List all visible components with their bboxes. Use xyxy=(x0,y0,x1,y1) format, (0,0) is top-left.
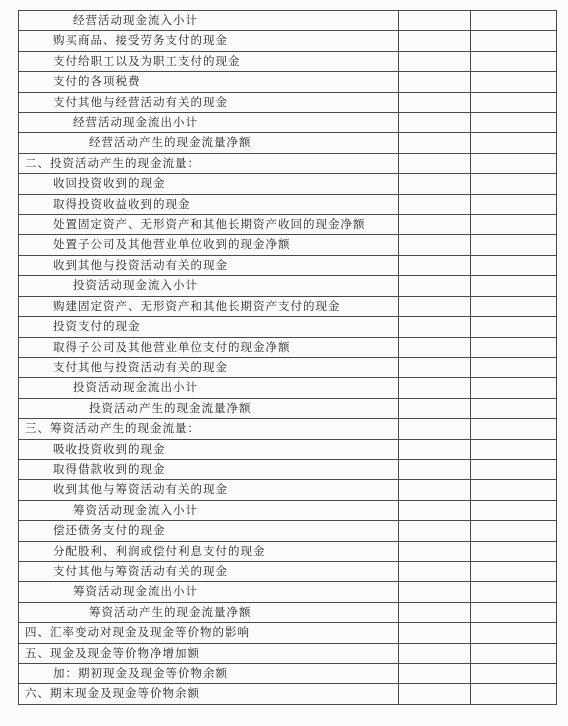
amount-cell-prior xyxy=(471,215,557,235)
table-row xyxy=(19,92,557,112)
amount-cell-current xyxy=(399,215,471,235)
table-row xyxy=(19,459,557,479)
amount-cell-current xyxy=(399,31,471,51)
cash-flow-table xyxy=(18,10,557,705)
row-label: 投资支付的现金 xyxy=(19,317,399,337)
row-label: 处置固定资产、无形资产和其他长期资产收回的现金净额 xyxy=(19,215,399,235)
amount-cell-prior xyxy=(471,337,557,357)
row-label: 加：期初现金及现金等价物余额 xyxy=(19,664,399,684)
amount-cell-current xyxy=(399,11,471,31)
row-label: 支付的各项税费 xyxy=(19,72,399,92)
amount-cell-prior xyxy=(471,541,557,561)
table-row xyxy=(19,684,557,704)
amount-cell-current xyxy=(399,153,471,173)
amount-cell-prior xyxy=(471,317,557,337)
amount-cell-prior xyxy=(471,500,557,520)
amount-cell-prior xyxy=(471,664,557,684)
row-label: 筹资活动产生的现金流量净额 xyxy=(19,602,399,622)
amount-cell-current xyxy=(399,255,471,275)
amount-cell-current xyxy=(399,480,471,500)
row-label: 投资活动现金流出小计 xyxy=(19,378,399,398)
table-row xyxy=(19,174,557,194)
row-label: 分配股利、利润或偿付利息支付的现金 xyxy=(19,541,399,561)
table-row xyxy=(19,357,557,377)
row-label: 吸收投资收到的现金 xyxy=(19,439,399,459)
amount-cell-current xyxy=(399,317,471,337)
table-row xyxy=(19,480,557,500)
table-row xyxy=(19,255,557,275)
table-row xyxy=(19,664,557,684)
row-label: 购买商品、接受劳务支付的现金 xyxy=(19,31,399,51)
row-label: 经营活动产生的现金流量净额 xyxy=(19,133,399,153)
amount-cell-current xyxy=(399,582,471,602)
row-label: 支付其他与筹资活动有关的现金 xyxy=(19,561,399,581)
amount-cell-current xyxy=(399,419,471,439)
amount-cell-prior xyxy=(471,235,557,255)
table-row xyxy=(19,582,557,602)
table-row xyxy=(19,235,557,255)
table-row xyxy=(19,153,557,173)
table-row xyxy=(19,215,557,235)
amount-cell-current xyxy=(399,337,471,357)
amount-cell-prior xyxy=(471,92,557,112)
row-label: 取得子公司及其他营业单位支付的现金净额 xyxy=(19,337,399,357)
amount-cell-current xyxy=(399,643,471,663)
amount-cell-prior xyxy=(471,255,557,275)
row-label: 偿还债务支付的现金 xyxy=(19,521,399,541)
amount-cell-current xyxy=(399,623,471,643)
amount-cell-prior xyxy=(471,194,557,214)
amount-cell-current xyxy=(399,296,471,316)
table-row xyxy=(19,113,557,133)
amount-cell-current xyxy=(399,664,471,684)
row-label: 经营活动现金流入小计 xyxy=(19,11,399,31)
table-row xyxy=(19,337,557,357)
amount-cell-current xyxy=(399,133,471,153)
row-label: 三、筹资活动产生的现金流量： xyxy=(19,419,399,439)
table-row xyxy=(19,541,557,561)
table-row xyxy=(19,194,557,214)
row-label: 处置子公司及其他营业单位收到的现金净额 xyxy=(19,235,399,255)
amount-cell-prior xyxy=(471,602,557,622)
amount-cell-current xyxy=(399,684,471,704)
row-label: 二、投资活动产生的现金流量： xyxy=(19,153,399,173)
row-label: 五、现金及现金等价物净增加额 xyxy=(19,643,399,663)
amount-cell-prior xyxy=(471,113,557,133)
table-row xyxy=(19,276,557,296)
table-row xyxy=(19,561,557,581)
amount-cell-prior xyxy=(471,276,557,296)
amount-cell-prior xyxy=(471,153,557,173)
table-row xyxy=(19,31,557,51)
table-row xyxy=(19,378,557,398)
amount-cell-current xyxy=(399,439,471,459)
amount-cell-prior xyxy=(471,174,557,194)
amount-cell-current xyxy=(399,92,471,112)
table-row xyxy=(19,439,557,459)
amount-cell-prior xyxy=(471,72,557,92)
table-row xyxy=(19,419,557,439)
row-label: 筹资活动现金流入小计 xyxy=(19,500,399,520)
amount-cell-prior xyxy=(471,11,557,31)
amount-cell-prior xyxy=(471,459,557,479)
amount-cell-prior xyxy=(471,378,557,398)
amount-cell-current xyxy=(399,521,471,541)
row-label: 投资活动现金流入小计 xyxy=(19,276,399,296)
amount-cell-current xyxy=(399,357,471,377)
row-label: 筹资活动现金流出小计 xyxy=(19,582,399,602)
amount-cell-current xyxy=(399,541,471,561)
amount-cell-prior xyxy=(471,357,557,377)
amount-cell-prior xyxy=(471,51,557,71)
amount-cell-current xyxy=(399,51,471,71)
row-label: 取得借款收到的现金 xyxy=(19,459,399,479)
amount-cell-current xyxy=(399,500,471,520)
amount-cell-prior xyxy=(471,439,557,459)
amount-cell-prior xyxy=(471,398,557,418)
row-label: 经营活动现金流出小计 xyxy=(19,113,399,133)
amount-cell-current xyxy=(399,113,471,133)
table-row xyxy=(19,623,557,643)
table-row xyxy=(19,133,557,153)
amount-cell-current xyxy=(399,235,471,255)
row-label: 收到其他与投资活动有关的现金 xyxy=(19,255,399,275)
row-label: 四、汇率变动对现金及现金等价物的影响 xyxy=(19,623,399,643)
amount-cell-prior xyxy=(471,643,557,663)
amount-cell-prior xyxy=(471,582,557,602)
amount-cell-prior xyxy=(471,419,557,439)
row-label: 取得投资收益收到的现金 xyxy=(19,194,399,214)
amount-cell-current xyxy=(399,194,471,214)
amount-cell-prior xyxy=(471,133,557,153)
amount-cell-prior xyxy=(471,684,557,704)
table-row xyxy=(19,521,557,541)
row-label: 六、期末现金及现金等价物余额 xyxy=(19,684,399,704)
table-row xyxy=(19,398,557,418)
row-label: 收回投资收到的现金 xyxy=(19,174,399,194)
table-row xyxy=(19,72,557,92)
row-label: 支付其他与投资活动有关的现金 xyxy=(19,357,399,377)
table-row xyxy=(19,51,557,71)
table-row xyxy=(19,602,557,622)
amount-cell-prior xyxy=(471,521,557,541)
row-label: 购建固定资产、无形资产和其他长期资产支付的现金 xyxy=(19,296,399,316)
amount-cell-prior xyxy=(471,31,557,51)
amount-cell-prior xyxy=(471,480,557,500)
amount-cell-current xyxy=(399,378,471,398)
table-row xyxy=(19,643,557,663)
row-label: 支付其他与经营活动有关的现金 xyxy=(19,92,399,112)
amount-cell-current xyxy=(399,174,471,194)
row-label: 投资活动产生的现金流量净额 xyxy=(19,398,399,418)
table-row xyxy=(19,500,557,520)
row-label: 收到其他与筹资活动有关的现金 xyxy=(19,480,399,500)
table-row xyxy=(19,11,557,31)
amount-cell-prior xyxy=(471,623,557,643)
row-label: 支付给职工以及为职工支付的现金 xyxy=(19,51,399,71)
amount-cell-prior xyxy=(471,561,557,581)
amount-cell-current xyxy=(399,276,471,296)
table-row xyxy=(19,296,557,316)
amount-cell-current xyxy=(399,459,471,479)
amount-cell-prior xyxy=(471,296,557,316)
cash-flow-table-body xyxy=(19,11,557,705)
amount-cell-current xyxy=(399,602,471,622)
amount-cell-current xyxy=(399,561,471,581)
table-row xyxy=(19,317,557,337)
amount-cell-current xyxy=(399,72,471,92)
amount-cell-current xyxy=(399,398,471,418)
